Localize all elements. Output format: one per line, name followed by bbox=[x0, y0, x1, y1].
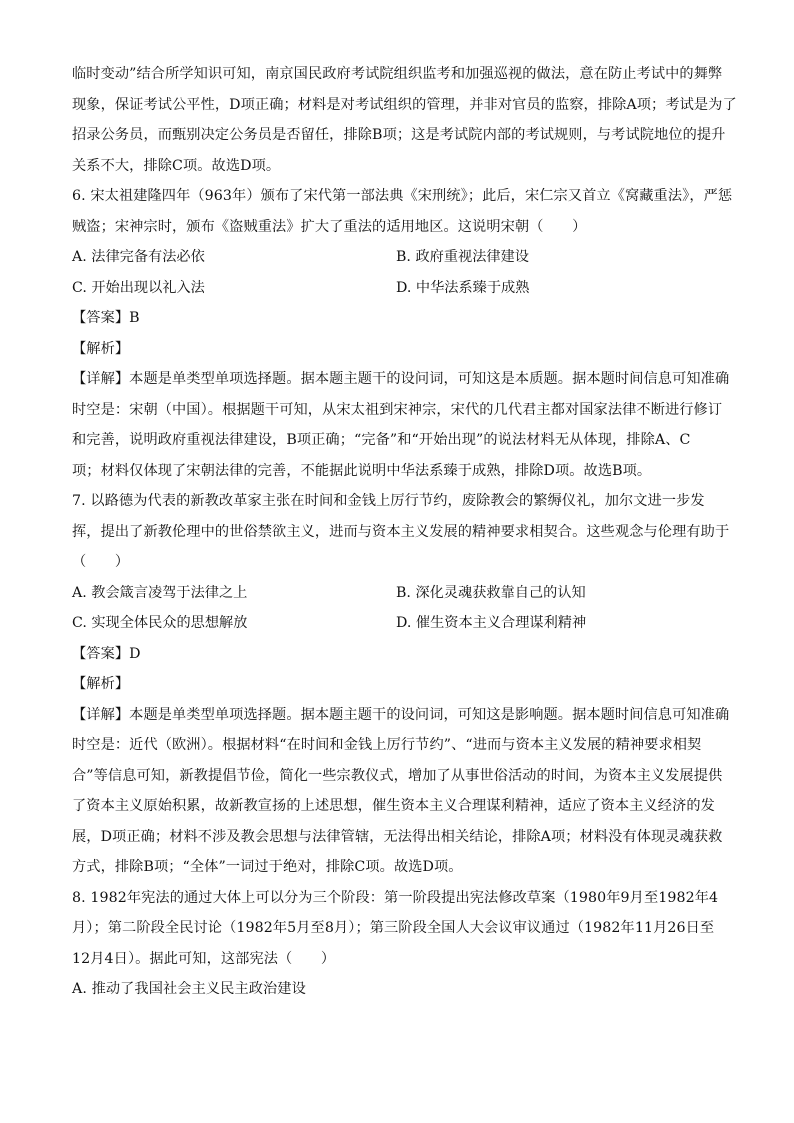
explanation-line: 【详解】本题是单类型单项选择题。据本题主题干的设问词，可知这是本质题。据本题时间信息可知准确 bbox=[72, 371, 730, 387]
explanation-line: 展，D项正确；材料不涉及教会思想与法律管辖，无法得出相关结论，排除A项；材料没有体现灵魂获救 bbox=[72, 828, 723, 845]
option-c: C. 实现全体民众的思想解放 bbox=[72, 615, 248, 631]
document-page bbox=[72, 64, 737, 1010]
options-row bbox=[72, 247, 722, 267]
question-stem-line: （ ） bbox=[72, 554, 130, 570]
question-6 bbox=[72, 186, 733, 481]
option-d: D. 中华法系臻于成熟 bbox=[396, 279, 530, 296]
option-a: A. 教会箴言凌驾于法律之上 bbox=[72, 584, 248, 601]
question-stem-line: 贼盗；宋神宗时，颁布《盗贼重法》扩大了重法的适用地区。这说明宋朝（ ） bbox=[72, 218, 587, 235]
explanation-line: 时空是：近代（欧洲）。根据材料“在时间和金钱上厉行节约”、“进而与资本主义发展的精神要求相契 bbox=[72, 737, 702, 753]
question-stem-line: 挥，提出了新教伦理中的世俗禁欲主义，进而与资本主义发展的精神要求相契合。这些观念与伦理有助于 bbox=[72, 523, 730, 540]
option-a: A. 法律完备有法必依 bbox=[72, 249, 205, 265]
option-b: B. 深化灵魂获救靠自己的认知 bbox=[396, 584, 586, 601]
option-c: C. 开始出现以礼入法 bbox=[72, 279, 205, 296]
question-stem-line: 7. 以路德为代表的新教改革家主张在时间和金钱上厉行节约，废除教会的繁缛仪礼，加尔文进一步发 bbox=[72, 493, 705, 509]
analysis-label: 【解析】 bbox=[72, 676, 130, 692]
question-stem-line: 8. 1982年宪法的通过大体上可以分为三个阶段：第一阶段提出宪法修改草案（1980年9月至1982年4 bbox=[72, 889, 719, 906]
explanation-line: 时空是：宋朝（中国）。根据题干可知，从宋太祖到宋神宗，宋代的几代君主都对国家法律不断进行修订 bbox=[72, 401, 723, 418]
options-row bbox=[72, 613, 722, 633]
options-row bbox=[72, 583, 722, 603]
option-a: A. 推动了我国社会主义民主政治建设 bbox=[72, 981, 306, 997]
explanation-line: 方式，排除B项；“全体”一词过于绝对，排除C项。故选D项。 bbox=[72, 859, 463, 875]
explanation-line: 和完善，说明政府重视法律建设，B项正确；“完备”和“开始出现”的说法材料无从体现，排除A、C bbox=[72, 432, 691, 448]
explanation-line: 项；材料仅体现了宋朝法律的完善，不能据此说明中华法系臻于成熟，排除D项。故选B项。 bbox=[72, 462, 652, 479]
explanation-line: 【详解】本题是单类型单项选择题。据本题主题干的设问词，可知这是影响题。据本题时间信息可知准确 bbox=[72, 706, 730, 723]
text-line: 临时变动”结合所学知识可知，南京国民政府考试院组织监考和加强巡视的做法，意在防止考试中的舞弊 bbox=[72, 66, 723, 82]
question-stem-line: 12月4日）。据此可知，这部宪法（ ） bbox=[72, 950, 336, 967]
answer-label: 【答案】D bbox=[72, 645, 141, 662]
analysis-label: 【解析】 bbox=[72, 340, 130, 357]
text-line: 关系不大，排除C项。故选D项。 bbox=[72, 157, 281, 174]
question-7 bbox=[72, 491, 730, 877]
question-stem-line: 6. 宋太祖建隆四年（963年）颁布了宋代第一部法典《宋刑统》；此后，宋仁宗又首立《窝藏重法》，严惩 bbox=[72, 188, 733, 204]
question-8 bbox=[72, 888, 722, 1000]
explanation-line: 合”等信息可知，新教提倡节俭，简化一些宗教仪式，增加了从事世俗活动的时间，为资本主义发展提供 bbox=[72, 767, 723, 784]
text-line: 招录公务员，而甄别决定公务员是否留任，排除B项；这是考试院内部的考试规则，与考试院地位的提升 bbox=[72, 127, 726, 143]
option-d: D. 催生资本主义合理谋利精神 bbox=[396, 615, 587, 631]
option-b: B. 政府重视法律建设 bbox=[396, 249, 529, 265]
explanation-line: 了资本主义原始积累，故新教宣扬的上述思想，催生资本主义合理谋利精神，适应了资本主义经济的发 bbox=[72, 798, 715, 814]
q5-explanation-tail bbox=[72, 64, 737, 176]
answer-label: 【答案】B bbox=[72, 310, 140, 326]
options-row bbox=[72, 278, 722, 298]
question-stem-line: 月）；第二阶段全民讨论（1982年5月至8月）；第三阶段全国人大会议审议通过（1982年11月26日至 bbox=[72, 920, 715, 936]
text-line: 现象，保证考试公平性，D项正确；材料是对考试组织的管理，并非对官员的监察，排除A项；考试是为了 bbox=[72, 96, 737, 113]
